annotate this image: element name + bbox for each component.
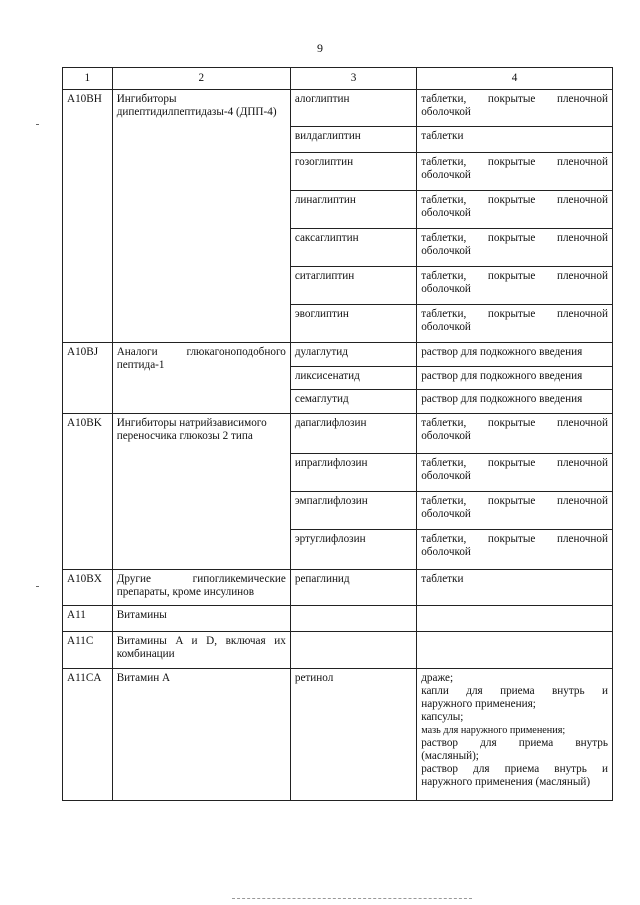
page-number: 9 (317, 41, 323, 55)
drug-name-cell: репаглинид (290, 570, 416, 606)
form-line: раствор для подкожного введения (421, 370, 583, 382)
table-row (63, 606, 613, 632)
dosage-form-cell (417, 305, 613, 343)
form-line: оболочкой (421, 106, 471, 118)
form-line: раствор для приема внутрь и (421, 763, 608, 775)
form-line: таблетки, покрытые пленочной (421, 270, 608, 282)
form-line: таблетки, покрытые пленочной (421, 232, 608, 244)
form-line: капсулы; (421, 711, 464, 723)
group-name-cell: Витамин A (112, 669, 290, 801)
form-line: мазь для наружного применения; (421, 725, 566, 736)
table-row (63, 570, 613, 606)
form-line: таблетки, покрытые пленочной (421, 495, 608, 507)
dosage-form-cell (417, 530, 613, 570)
drug-name-cell (290, 632, 416, 669)
table-row (63, 414, 613, 454)
drug-name-cell: саксаглиптин (290, 229, 416, 267)
header-cell: 1 (63, 68, 113, 90)
form-line: драже; (421, 672, 454, 684)
dosage-form-cell (417, 191, 613, 229)
dosage-form-cell (417, 454, 613, 492)
form-line: оболочкой (421, 430, 471, 442)
header-cell: 3 (290, 68, 416, 90)
scan-artifact-line (232, 898, 472, 900)
form-line: оболочкой (421, 169, 471, 181)
drug-table (62, 67, 613, 801)
drug-name-cell: эртуглифлозин (290, 530, 416, 570)
dosage-form-cell (417, 367, 613, 390)
scan-speck (36, 586, 39, 587)
drug-name-cell: эвоглиптин (290, 305, 416, 343)
group-name-cell: Аналоги глюкагоноподобного пептида-1 (112, 343, 290, 414)
atc-code-cell: A10BH (63, 90, 113, 343)
drug-name-cell: дулаглутид (290, 343, 416, 367)
drug-name-cell: ситаглиптин (290, 267, 416, 305)
form-line: (масляный); (421, 750, 479, 762)
drug-name-cell: ретинол (290, 669, 416, 801)
form-line: раствор для подкожного введения (421, 393, 583, 405)
form-line: таблетки, покрытые пленочной (421, 308, 608, 320)
form-line: таблетки, покрытые пленочной (421, 417, 608, 429)
form-line: наружного применения (масляный) (421, 776, 591, 788)
atc-code-cell: A11CA (63, 669, 113, 801)
form-line: оболочкой (421, 207, 471, 219)
table-row (63, 669, 613, 801)
form-line: таблетки, покрытые пленочной (421, 156, 608, 168)
form-line: таблетки, покрытые пленочной (421, 194, 608, 206)
drug-name-cell: эмпаглифлозин (290, 492, 416, 530)
group-name-cell: Другие гипогликемические препараты, кроме инсулинов (112, 570, 290, 606)
form-line: наружного применения; (421, 698, 536, 710)
dosage-form-cell (417, 229, 613, 267)
form-line: таблетки (421, 130, 464, 142)
atc-code-cell: A10BK (63, 414, 113, 570)
group-name-cell: Ингибиторы натрийзависимого переносчика глюкозы 2 типа (112, 414, 290, 570)
table-row (63, 90, 613, 127)
dosage-form-cell (417, 153, 613, 191)
dosage-form-cell (417, 127, 613, 153)
atc-code-cell: A11 (63, 606, 113, 632)
dosage-form-cell (417, 390, 613, 414)
form-line: раствор для приема внутрь (421, 737, 608, 749)
form-line: капли для приема внутрь и (421, 685, 608, 697)
dosage-form-cell (417, 632, 613, 669)
atc-code-cell: A10BX (63, 570, 113, 606)
form-line: оболочкой (421, 321, 471, 333)
dosage-form-cell (417, 90, 613, 127)
drug-name-cell: дапаглифлозин (290, 414, 416, 454)
dosage-form-cell (417, 414, 613, 454)
form-line: оболочкой (421, 546, 471, 558)
form-line: таблетки, покрытые пленочной (421, 93, 608, 105)
form-line: раствор для подкожного введения (421, 346, 583, 358)
dosage-form-cell (417, 669, 613, 801)
drug-name-cell: ликсисенатид (290, 367, 416, 390)
atc-code-cell: A10BJ (63, 343, 113, 414)
dosage-form-cell (417, 492, 613, 530)
form-line: оболочкой (421, 508, 471, 520)
form-line: таблетки, покрытые пленочной (421, 533, 608, 545)
drug-name-cell: вилдаглиптин (290, 127, 416, 153)
drug-name-cell: алоглиптин (290, 90, 416, 127)
dosage-form-cell (417, 267, 613, 305)
group-name-cell: Витамины A и D, включая их комбинации (112, 632, 290, 669)
header-cell: 2 (112, 68, 290, 90)
form-line: оболочкой (421, 283, 471, 295)
drug-name-cell: линаглиптин (290, 191, 416, 229)
dosage-form-cell (417, 606, 613, 632)
table-row (63, 343, 613, 367)
scan-speck (36, 124, 39, 125)
group-name-cell: Витамины (112, 606, 290, 632)
drug-name-cell: гозоглиптин (290, 153, 416, 191)
dosage-form-cell (417, 343, 613, 367)
group-name-cell: Ингибиторы дипептидилпептидазы-4 (ДПП-4) (112, 90, 290, 343)
drug-name-cell: ипраглифлозин (290, 454, 416, 492)
header-row (63, 68, 613, 90)
dosage-form-cell (417, 570, 613, 606)
table-row (63, 632, 613, 669)
form-line: оболочкой (421, 470, 471, 482)
header-cell: 4 (417, 68, 613, 90)
form-line: таблетки, покрытые пленочной (421, 457, 608, 469)
atc-code-cell: A11C (63, 632, 113, 669)
drug-name-cell: семаглутид (290, 390, 416, 414)
drug-name-cell (290, 606, 416, 632)
form-line: оболочкой (421, 245, 471, 257)
form-line: таблетки (421, 573, 464, 585)
